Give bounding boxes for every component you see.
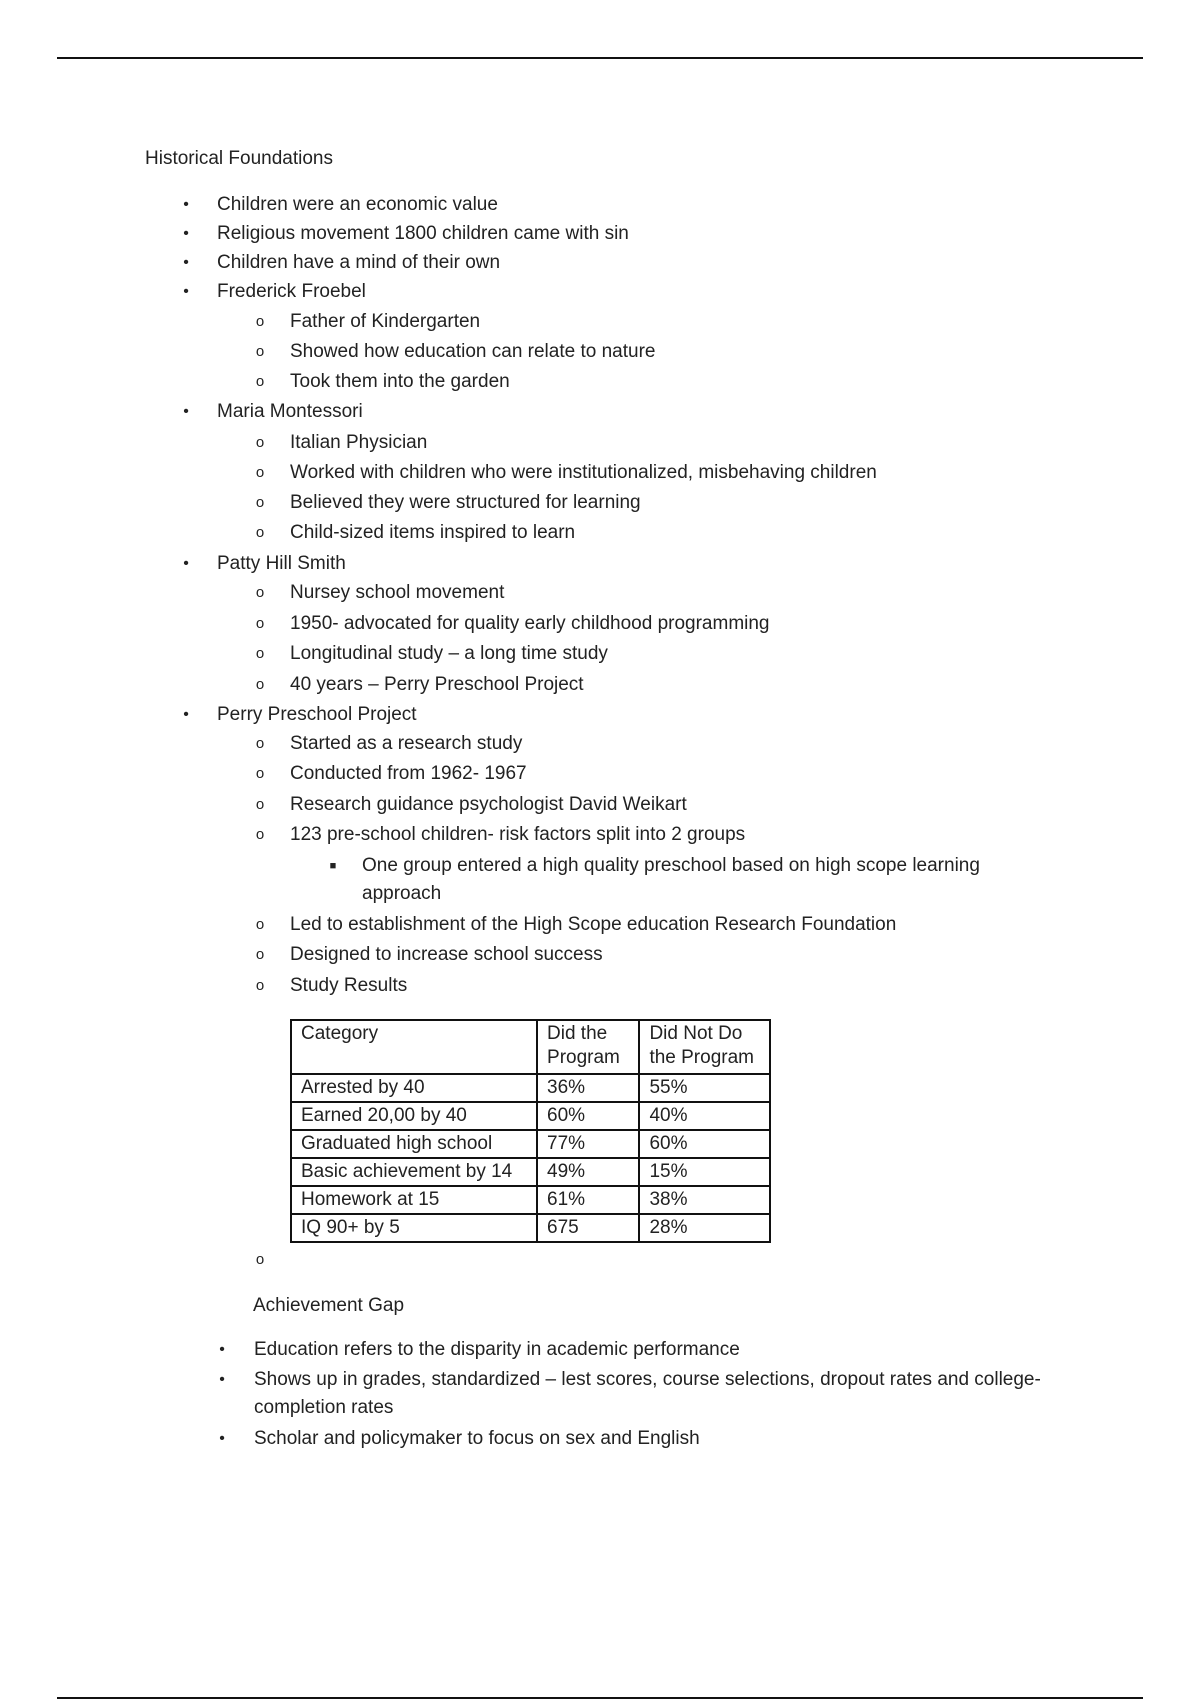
bullet-icon: • (219, 1341, 225, 1358)
header-line: the Program (649, 1047, 754, 1068)
sub-list-item: Nursey school movement (290, 582, 505, 603)
circle-bullet-icon: o (255, 826, 265, 843)
table-cell: Basic achievement by 14 (291, 1158, 537, 1186)
table-cell: 38% (639, 1186, 770, 1214)
sub-list-item: Worked with children who were institutionalized, misbehaving children (290, 462, 877, 483)
table-cell: 675 (537, 1214, 639, 1242)
list-item-montessori: Maria Montessori (217, 401, 363, 422)
footer-rule (57, 1697, 1143, 1699)
bullet-icon: • (183, 254, 189, 271)
table-row (291, 1186, 770, 1214)
table-cell: Arrested by 40 (291, 1074, 537, 1102)
bullet-icon: • (183, 706, 189, 723)
header-line: Did Not Do (649, 1023, 743, 1044)
section-heading-achievement: Achievement Gap (253, 1295, 405, 1316)
circle-bullet-icon: o (255, 343, 265, 360)
table-cell: 40% (639, 1102, 770, 1130)
sub-sub-list-item-continuation: approach (362, 883, 442, 904)
table-cell: 55% (639, 1074, 770, 1102)
table-header-cell (537, 1020, 639, 1074)
header-rule (57, 57, 1143, 59)
sub-list-item: Conducted from 1962- 1967 (290, 763, 527, 784)
list-item-froebel: Frederick Froebel (217, 281, 366, 302)
table-cell: Homework at 15 (291, 1186, 537, 1214)
table-row (291, 1158, 770, 1186)
sub-list-item: Showed how education can relate to nature (290, 341, 656, 362)
list-item: Children were an economic value (217, 194, 498, 215)
list-item: Education refers to the disparity in academic performance (254, 1339, 740, 1360)
list-item: Religious movement 1800 children came with sin (217, 223, 629, 244)
circle-bullet-icon: o (255, 977, 265, 994)
circle-bullet-icon: o (255, 796, 265, 813)
bullet-icon: • (219, 1430, 225, 1447)
sub-list-item-study-results: Study Results (290, 975, 408, 996)
table-cell: 49% (537, 1158, 639, 1186)
table-row (291, 1214, 770, 1242)
sub-list-item: Led to establishment of the High Scope education Research Foundation (290, 914, 897, 935)
circle-bullet-icon: o (255, 584, 265, 601)
list-item: Scholar and policymaker to focus on sex and English (254, 1428, 700, 1449)
circle-bullet-icon: o (255, 615, 265, 632)
circle-bullet-icon: o (255, 313, 265, 330)
circle-bullet-icon: o (255, 946, 265, 963)
table-cell: 15% (639, 1158, 770, 1186)
bullet-icon: • (183, 196, 189, 213)
circle-bullet-icon: o (255, 765, 265, 782)
bullet-icon: • (183, 403, 189, 420)
bullet-icon: • (219, 1371, 225, 1388)
table-row (291, 1130, 770, 1158)
header-line: Did the (547, 1023, 608, 1044)
bullet-icon: • (183, 555, 189, 572)
circle-bullet-icon: o (255, 645, 265, 662)
sub-list-item: 1950- advocated for quality early childhood programming (290, 613, 770, 634)
sub-list-item: Father of Kindergarten (290, 311, 481, 332)
table-cell: 28% (639, 1214, 770, 1242)
table-row (291, 1074, 770, 1102)
sub-list-item: Designed to increase school success (290, 944, 603, 965)
table-cell: IQ 90+ by 5 (291, 1214, 537, 1242)
table-cell: Graduated high school (291, 1130, 537, 1158)
sub-list-item: 123 pre-school children- risk factors split into 2 groups (290, 824, 746, 845)
square-bullet-icon: ■ (329, 860, 337, 872)
circle-bullet-icon: o (255, 434, 265, 451)
table-header-cell: Category (291, 1020, 537, 1074)
list-item: Children have a mind of their own (217, 252, 501, 273)
table-cell: 77% (537, 1130, 639, 1158)
bullet-icon: • (183, 283, 189, 300)
sub-list-item: Believed they were structured for learning (290, 492, 641, 513)
header-line: Program (547, 1047, 620, 1068)
table-cell: 60% (639, 1130, 770, 1158)
sub-list-item: Child-sized items inspired to learn (290, 522, 576, 543)
list-item-hill-smith: Patty Hill Smith (217, 553, 346, 574)
list-item-continuation: completion rates (254, 1397, 394, 1418)
circle-bullet-icon: o (255, 676, 265, 693)
study-results-table (290, 1019, 771, 1243)
sub-list-item: Longitudinal study – a long time study (290, 643, 608, 664)
table-cell: 60% (537, 1102, 639, 1130)
sub-list-item: Italian Physician (290, 432, 428, 453)
circle-bullet-icon: o (255, 373, 265, 390)
sub-list-item: Took them into the garden (290, 371, 510, 392)
circle-bullet-icon: o (255, 524, 265, 541)
sub-list-item: Research guidance psychologist David Weikart (290, 794, 687, 815)
table-cell: 61% (537, 1186, 639, 1214)
table-row (291, 1102, 770, 1130)
circle-bullet-icon: o (255, 735, 265, 752)
sub-sub-list-item: One group entered a high quality preschool based on high scope learning (362, 855, 980, 876)
table-header-cell (639, 1020, 770, 1074)
sub-list-item: Started as a research study (290, 733, 523, 754)
circle-bullet-icon: o (255, 916, 265, 933)
table-cell: Earned 20,00 by 40 (291, 1102, 537, 1130)
empty-circle-bullet-icon: o (255, 1251, 265, 1268)
sub-list-item: 40 years – Perry Preschool Project (290, 674, 584, 695)
section-heading-historical: Historical Foundations (145, 148, 333, 169)
table-header-row (291, 1020, 770, 1074)
table-cell: 36% (537, 1074, 639, 1102)
circle-bullet-icon: o (255, 464, 265, 481)
circle-bullet-icon: o (255, 494, 265, 511)
list-item-perry: Perry Preschool Project (217, 704, 417, 725)
bullet-icon: • (183, 225, 189, 242)
list-item: Shows up in grades, standardized – lest scores, course selections, dropout rates and college- (254, 1369, 1041, 1390)
